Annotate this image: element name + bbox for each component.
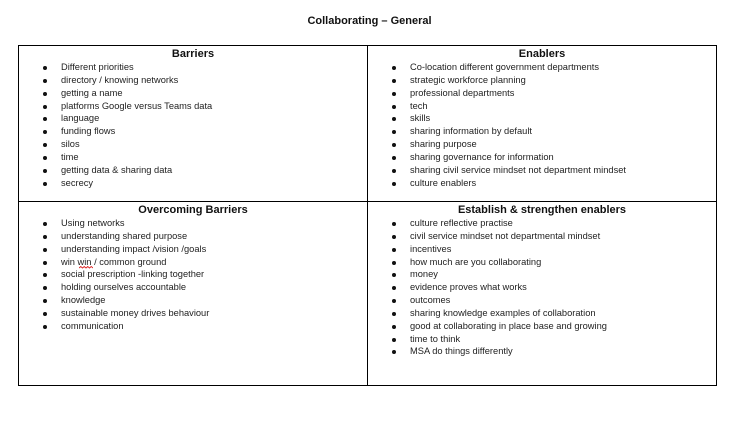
row-divider (19, 201, 716, 202)
establish-enablers-cell (368, 203, 716, 358)
list-item: sustainable money drives behaviour (19, 307, 367, 320)
list-item: sharing purpose (368, 138, 716, 151)
list-item: time to think (368, 333, 716, 346)
list-item: culture reflective practise (368, 217, 716, 230)
list-item: skills (368, 112, 716, 125)
barriers-cell (19, 47, 367, 189)
list-item: MSA do things differently (368, 345, 716, 358)
list-item: strategic workforce planning (368, 74, 716, 87)
enablers-list (368, 61, 716, 189)
list-item: directory / knowing networks (19, 74, 367, 87)
list-item: how much are you collaborating (368, 256, 716, 269)
list-item: Different priorities (19, 61, 367, 74)
enablers-cell (368, 47, 716, 189)
list-item: sharing civil service mindset not department mindset (368, 164, 716, 177)
barriers-heading: Barriers (171, 48, 215, 60)
list-item: getting a name (19, 87, 367, 100)
enablers-heading: Enablers (518, 48, 566, 60)
list-item: time (19, 151, 367, 164)
list-item: win win / common ground (19, 256, 367, 269)
list-item: Co-location different government departments (368, 61, 716, 74)
establish-enablers-list (368, 217, 716, 358)
list-item: language (19, 112, 367, 125)
overcoming-barriers-heading: Overcoming Barriers (138, 204, 248, 216)
list-item: silos (19, 138, 367, 151)
spellcheck-squiggle-icon (79, 266, 93, 269)
list-item: funding flows (19, 125, 367, 138)
list-item: sharing information by default (368, 125, 716, 138)
list-item: good at collaborating in place base and growing (368, 320, 716, 333)
list-item: social prescription -linking together (19, 268, 367, 281)
list-item: civil service mindset not departmental mindset (368, 230, 716, 243)
list-item: platforms Google versus Teams data (19, 100, 367, 113)
list-item: secrecy (19, 177, 367, 190)
list-item: incentives (368, 243, 716, 256)
establish-enablers-heading: Establish & strengthen enablers (457, 204, 627, 216)
list-item: Using networks (19, 217, 367, 230)
list-item: getting data & sharing data (19, 164, 367, 177)
overcoming-barriers-cell (19, 203, 367, 333)
list-item: money (368, 268, 716, 281)
overcoming-barriers-list (19, 217, 367, 333)
list-item: communication (19, 320, 367, 333)
list-item: sharing knowledge examples of collaboration (368, 307, 716, 320)
list-item: understanding shared purpose (19, 230, 367, 243)
list-item: culture enablers (368, 177, 716, 190)
list-item: tech (368, 100, 716, 113)
list-item: knowledge (19, 294, 367, 307)
collaboration-table (18, 45, 717, 386)
barriers-list (19, 61, 367, 189)
list-item: evidence proves what works (368, 281, 716, 294)
list-item: understanding impact /vision /goals (19, 243, 367, 256)
list-item: professional departments (368, 87, 716, 100)
list-item: sharing governance for information (368, 151, 716, 164)
document-title: Collaborating – General (307, 15, 432, 27)
list-item: outcomes (368, 294, 716, 307)
list-item: holding ourselves accountable (19, 281, 367, 294)
